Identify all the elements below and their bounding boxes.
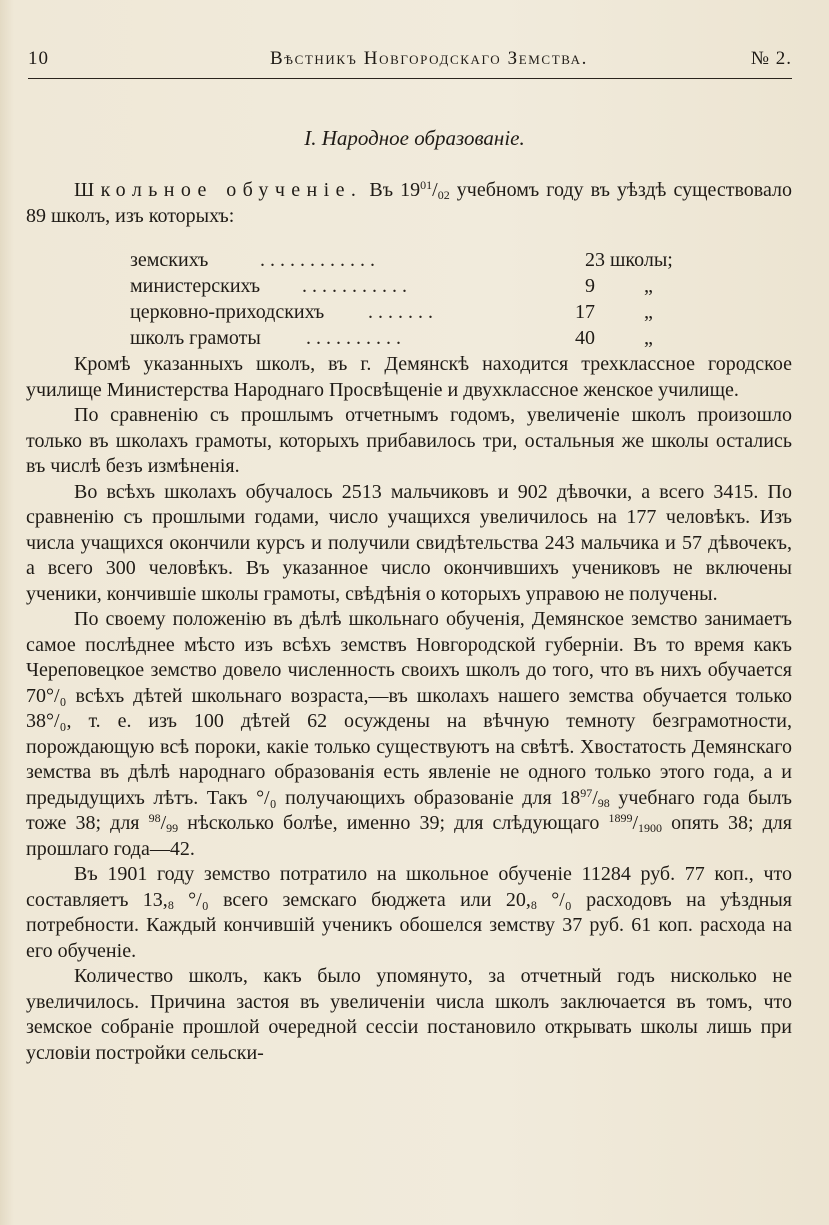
paragraph-4: По своему положенію въ дѣлѣ школьнаго обученія, Демянское земство занимаетъ самое послѣднее мѣсто изъ всѣхъ земствъ Новгородской губерніи. Въ то время какъ Череповецкое земство довело численность своихъ школъ до того, что въ нихъ обучается 70°/₀ всѣхъ дѣтей школьнаго возраста,—въ школахъ нашего земства обучается только 38°/₀, т. е. изъ 100 дѣтей 62 осуждены на вѣчную темноту безграмотности, порождающую всѣ пороки, какіе только существуютъ на свѣтѣ. Хвостатость Демянскаго земства въ дѣлѣ народнаго образованія есть явленіе не одного только этого года, а и предыдущихъ лѣтъ. Такъ °/₀ получающихъ образованіе для $18^{97}/_{98}$ учебнаго года былъ тоже 38; для $^{98}/_{99}$ нѣсколько болѣе, именно 39; для слѣдующаго $^{1899}/_{1900}$ опять 38; для прошлаго года—42.	[26, 608, 792, 860]
list-item	[130, 273, 730, 299]
leader-dots: . . . . . . . . . . .	[302, 275, 407, 297]
school-count: 9	[585, 275, 595, 297]
intro-paragraph	[26, 178, 792, 229]
issue-number: № 2.	[750, 48, 792, 69]
header-rule	[28, 78, 792, 79]
school-count: 17	[575, 301, 595, 323]
school-unit: „	[644, 275, 653, 297]
schools-list	[130, 247, 730, 351]
intro-text: Школьное обученіе. Въ $19^{01}/_{02}$ учебномъ году въ уѣздѣ существовало 89 школъ, изъ которыхъ:	[26, 178, 793, 227]
list-item	[130, 247, 730, 273]
list-item	[130, 299, 730, 325]
page-header	[28, 48, 792, 78]
journal-title: Вѣстникъ Новгородскаго Земства.	[270, 48, 589, 69]
paragraph-2: По сравненію съ прошлымъ отчетнымъ годомъ, увеличеніе школъ произошло только въ школахъ грамоты, которыхъ прибавилось три, остальныя же школы остались въ числѣ безъ измѣненія.	[26, 404, 792, 477]
leader-dots: . . . . . . . . . . . .	[260, 249, 375, 271]
leader-dots: . . . . . . . . . .	[306, 327, 401, 349]
intro-lead: Школьное обученіе.	[74, 179, 363, 201]
paragraph-5: Въ 1901 году земство потратило на школьное обученіе 11284 руб. 77 коп., что составляетъ $13,_8$ °/₀ всего земскаго бюджета или $20,_8$ °/₀ расходовъ на уѣздныя потребности. Каждый кончившій ученикъ обошелся земству 37 руб. 61 коп. расхода на его обученіе.	[26, 863, 793, 962]
page-number: 10	[28, 48, 49, 69]
paragraph-6: Количество школъ, какъ было упомянуто, за отчетный годъ нисколько не увеличилось. Причина застоя въ увеличеніи числа школъ заключается въ томъ, что земское собраніе прошлой очередной сессіи постановило открывать школы лишь при условіи постройки сельски-	[26, 965, 792, 1064]
school-type: церковно-приходскихъ	[130, 301, 325, 323]
school-type: земскихъ	[130, 249, 209, 271]
paragraph-1: Кромѣ указанныхъ школъ, въ г. Демянскѣ находится трехклассное городское училище Министерства Народнаго Просвѣщеніе и двухклассное женское училище.	[26, 353, 792, 401]
school-count: 23	[585, 249, 605, 271]
school-unit: школы;	[610, 249, 673, 271]
school-type: министерскихъ	[130, 275, 261, 297]
school-count: 40	[575, 327, 595, 349]
school-unit: „	[644, 327, 653, 349]
leader-dots: . . . . . . .	[368, 301, 433, 323]
body-text	[26, 352, 792, 1066]
school-type: школъ грамоты	[130, 327, 261, 349]
paragraph-3: Во всѣхъ школахъ обучалось 2513 мальчиковъ и 902 дѣвочки, а всего 3415. По сравненію съ прошлыми годами, число учащихся увеличилось на 177 человѣкъ. Изъ числа учащихся окончили курсъ и получили свидѣтельства 243 мальчика и 57 дѣвочекъ, а всего 300 человѣкъ. Въ указанное число окончившихъ учениковъ не включены ученики, кончившіе школы грамоты, свѣдѣнія о которыхъ управою не получены.	[26, 480, 792, 605]
school-unit: „	[644, 301, 653, 323]
section-title: I. Народное образованіе.	[304, 126, 525, 150]
list-item	[130, 325, 730, 351]
